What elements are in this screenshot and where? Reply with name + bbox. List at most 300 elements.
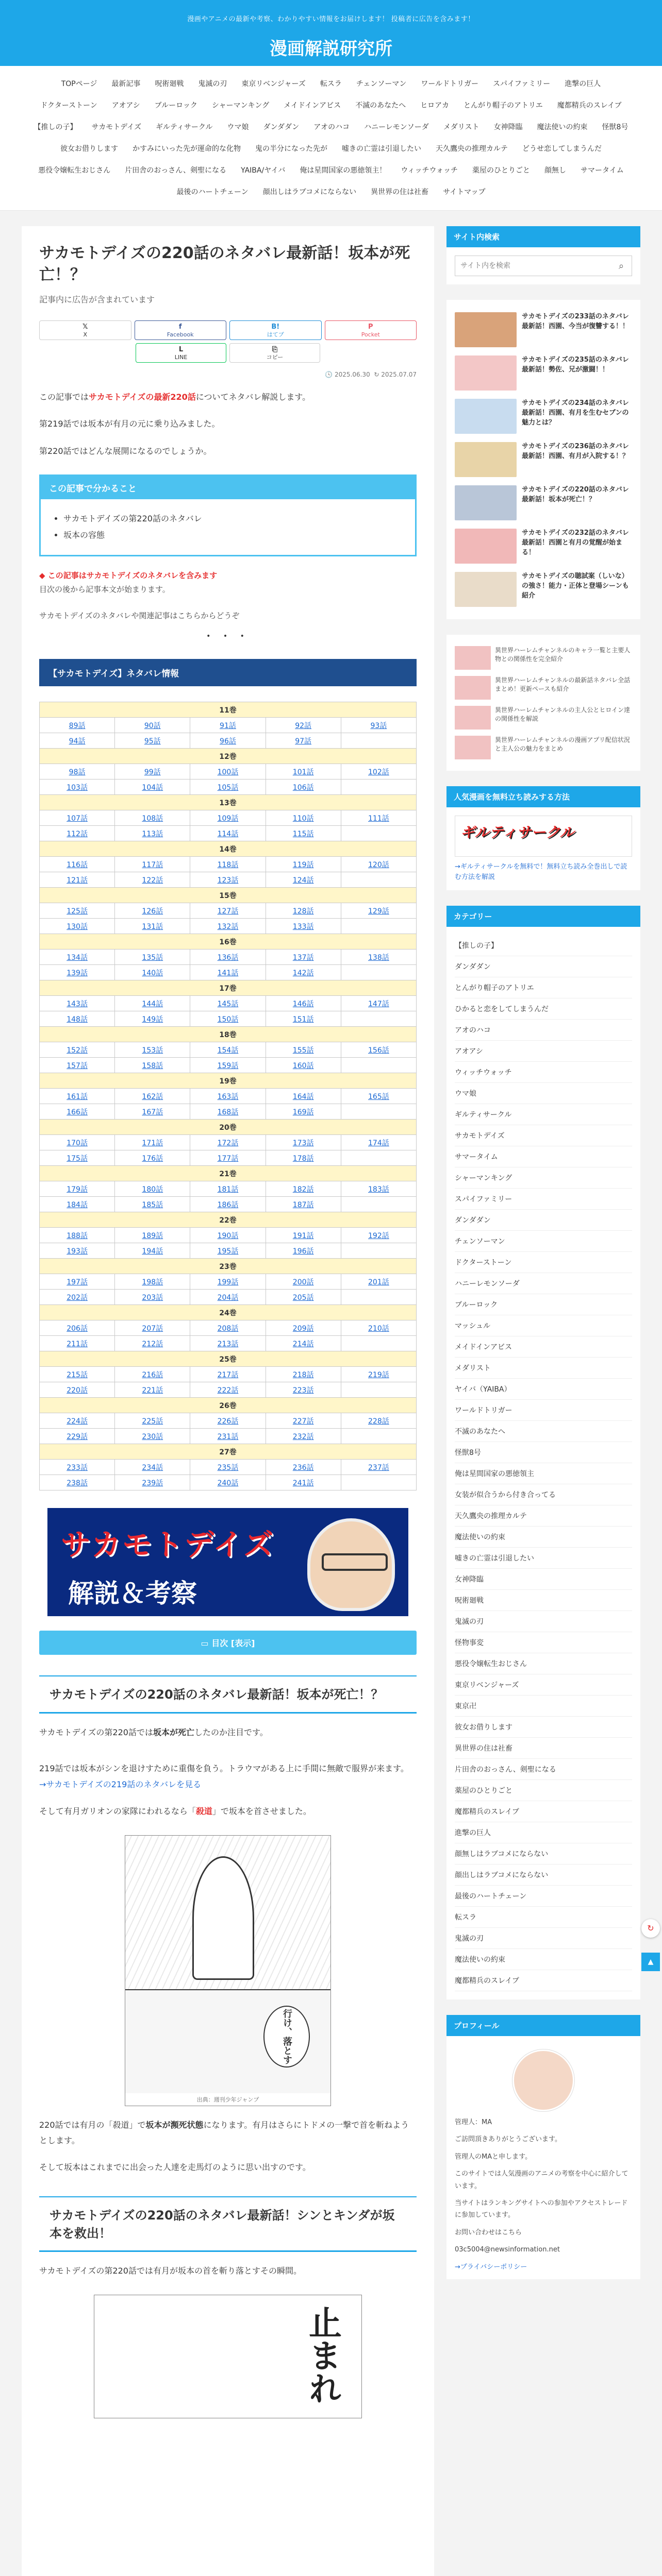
category-item[interactable]: ハニーレモンソーダ (455, 1273, 632, 1294)
share-facebook-button[interactable] (135, 320, 227, 340)
nav-item[interactable]: スパイファミリー (493, 80, 551, 88)
category-item[interactable]: アオアシ (455, 1041, 632, 1062)
episode-link[interactable]: 164話 (292, 1092, 314, 1101)
episode-link[interactable]: 167話 (142, 1108, 163, 1116)
share-pocket-button[interactable] (325, 320, 417, 340)
episode-link[interactable]: 209話 (292, 1324, 314, 1333)
episode-link[interactable]: 182話 (292, 1185, 314, 1194)
episode-link[interactable]: 173話 (292, 1139, 314, 1147)
episode-link[interactable]: 180話 (142, 1185, 163, 1194)
episode-link[interactable]: 148話 (67, 1015, 88, 1024)
nav-item[interactable]: 【推しの子】 (34, 123, 77, 131)
episode-link[interactable]: 214話 (292, 1340, 314, 1348)
episode-cell (341, 1089, 416, 1104)
nav-item[interactable]: 鬼の半分になった先が (255, 145, 327, 153)
category-item[interactable]: アオのハコ (455, 1020, 632, 1041)
episode-link[interactable]: 179話 (67, 1185, 88, 1194)
episode-link[interactable]: 159話 (217, 1061, 239, 1070)
episode-link[interactable]: 158話 (142, 1061, 163, 1070)
episode-link[interactable]: 220話 (67, 1386, 88, 1395)
episode-link[interactable]: 176話 (142, 1154, 163, 1163)
summary-box-title: この記事で分かること (41, 476, 415, 499)
episode-link[interactable]: 195話 (217, 1247, 239, 1256)
episode-link[interactable]: 156話 (368, 1046, 389, 1055)
nav-item[interactable]: ワールドトリガー (421, 80, 478, 88)
search-input[interactable] (455, 256, 611, 276)
episode-link[interactable]: 202話 (67, 1293, 88, 1302)
episode-link[interactable]: 133話 (292, 922, 314, 931)
nav-item[interactable]: アオのハコ (313, 123, 350, 131)
episode-link[interactable]: 181話 (217, 1185, 239, 1194)
scroll-top-button[interactable]: ▲ (641, 1953, 660, 1971)
mini-post[interactable] (455, 643, 632, 673)
episode-link[interactable]: 207話 (142, 1324, 163, 1333)
episode-link[interactable]: 149話 (142, 1015, 163, 1024)
episode-link[interactable]: 117話 (142, 860, 163, 869)
nav-item[interactable]: 魔都精兵のスレイブ (557, 101, 622, 110)
category-item[interactable]: ウマ娘 (455, 1083, 632, 1104)
ad-widget (446, 786, 640, 890)
episode-link[interactable]: 155話 (292, 1046, 314, 1055)
episode-link[interactable]: 198話 (142, 1278, 163, 1286)
episode-cell (266, 826, 341, 841)
episode-link[interactable]: 120話 (368, 860, 389, 869)
episode-link[interactable]: 116話 (67, 860, 88, 869)
nav-item[interactable]: メイドインアビス (284, 101, 341, 110)
episode-link[interactable]: 90話 (144, 721, 161, 730)
share-x-button[interactable] (39, 320, 131, 340)
episode-link[interactable]: 108話 (142, 814, 163, 823)
category-item[interactable]: 怪物事変 (455, 1632, 632, 1653)
category-item[interactable]: シャーマンキング (455, 1167, 632, 1189)
nav-item[interactable]: メダリスト (443, 123, 479, 131)
episode-link[interactable]: 232話 (292, 1432, 314, 1441)
nav-item[interactable]: 不滅のあなたへ (355, 101, 406, 110)
episode-link[interactable]: 168話 (217, 1108, 239, 1116)
episode-link[interactable]: 112話 (67, 829, 88, 838)
category-item[interactable]: 魔法使いの約束 (455, 1949, 632, 1970)
nav-item[interactable]: 怪獣8号 (602, 123, 628, 131)
episode-link[interactable]: 212話 (142, 1340, 163, 1348)
episode-link[interactable]: 128話 (292, 907, 314, 916)
episode-link[interactable]: 127話 (217, 907, 239, 916)
episode-link[interactable]: 123話 (217, 876, 239, 885)
nav-item[interactable]: ダンダダン (263, 123, 300, 131)
category-item[interactable]: サカモトデイズ (455, 1125, 632, 1146)
episode-cell (40, 718, 115, 733)
nav-item[interactable]: ウィッチウォッチ (401, 166, 458, 175)
episode-link[interactable]: 139話 (67, 969, 88, 977)
nav-item[interactable]: 悪役令嬢転生おじさん (38, 166, 111, 175)
privacy-policy-link[interactable]: →プライバシーポリシー (455, 2263, 527, 2271)
episode-link[interactable]: 177話 (217, 1154, 239, 1163)
episode-link[interactable]: 93話 (370, 721, 387, 730)
episode-link[interactable]: 124話 (292, 876, 314, 885)
nav-item[interactable]: TOPページ (61, 80, 97, 88)
nav-item[interactable]: ギルティサークル (156, 123, 213, 131)
category-item[interactable]: 鬼滅の刃 (455, 1928, 632, 1949)
series-banner[interactable] (47, 1508, 408, 1616)
episode-link[interactable]: 211話 (67, 1340, 88, 1348)
episode-link[interactable]: 227話 (292, 1417, 314, 1426)
episode-link[interactable]: 163話 (217, 1092, 239, 1101)
nav-item[interactable]: 天久鷹央の推理カルテ (436, 145, 508, 153)
sidebar-post[interactable] (455, 351, 632, 395)
sidebar-post[interactable] (455, 395, 632, 438)
nav-item[interactable]: 魔法使いの約束 (537, 123, 588, 131)
episode-link[interactable]: 221話 (142, 1386, 163, 1395)
episode-link[interactable]: 199話 (217, 1278, 239, 1286)
nav-item[interactable]: かすみにいった先が運命的な化物 (133, 145, 241, 153)
episode-link[interactable]: 94話 (69, 737, 86, 745)
episode-link[interactable]: 152話 (67, 1046, 88, 1055)
nav-item[interactable]: 顔無し (544, 166, 566, 175)
category-item[interactable]: マッシュル (455, 1315, 632, 1336)
episode-row (40, 1135, 417, 1150)
episode-link[interactable]: 208話 (217, 1324, 239, 1333)
category-item[interactable]: 異世界の住は社畜 (455, 1738, 632, 1759)
episode-link[interactable]: 194話 (142, 1247, 163, 1256)
share-hatena-button[interactable] (229, 320, 322, 340)
category-item[interactable]: 魔法使いの約束 (455, 1527, 632, 1548)
mini-post[interactable] (455, 733, 632, 762)
episode-link[interactable]: 218話 (292, 1370, 314, 1379)
episode-link[interactable]: 169話 (292, 1108, 314, 1116)
episode-link[interactable]: 102話 (368, 768, 389, 776)
episode-link[interactable]: 213話 (217, 1340, 239, 1348)
episode-link[interactable]: 103話 (67, 783, 88, 792)
episode-link[interactable]: 239話 (142, 1479, 163, 1487)
episode-link[interactable]: 229話 (67, 1432, 88, 1441)
episode-link[interactable]: 224話 (67, 1417, 88, 1426)
nav-item[interactable]: 薬屋のひとりごと (472, 166, 530, 175)
category-item[interactable]: ひかると恋をしてしまうんだ (455, 998, 632, 1020)
nav-item[interactable]: 女神降臨 (493, 123, 523, 131)
mini-title: 異世界ハーレムチャンネルのキャラ一覧と主要人物との関係性を完全紹介 (495, 647, 631, 663)
episode-link[interactable]: 219話 (368, 1370, 389, 1379)
category-item[interactable]: ダンダダン (455, 1210, 632, 1231)
episode-link[interactable]: 161話 (67, 1092, 88, 1101)
category-item[interactable]: 俺は星間国家の悪徳領主 (455, 1463, 632, 1484)
nav-item[interactable]: アオアシ (111, 101, 140, 110)
category-item[interactable]: 顔無しはラブコメにならない (455, 1843, 632, 1865)
profile-text: ご訪問頂きありがとうございます。 (455, 2136, 561, 2144)
episode-link[interactable]: 101話 (292, 768, 314, 776)
category-item[interactable]: 顔出しはラブコメにならない (455, 1865, 632, 1886)
episode-link[interactable]: 192話 (368, 1231, 389, 1240)
sidebar-post[interactable] (455, 524, 632, 568)
episode-link[interactable]: 100話 (217, 768, 239, 776)
episode-link[interactable]: 175話 (67, 1154, 88, 1163)
sidebar-post[interactable] (455, 438, 632, 481)
sidebar-post[interactable] (455, 568, 632, 611)
episode-link[interactable]: 157話 (67, 1061, 88, 1070)
nav-item[interactable]: 鬼滅の刃 (198, 80, 227, 88)
episode-link[interactable]: 118話 (217, 860, 239, 869)
episode-link[interactable]: 225話 (142, 1417, 163, 1426)
prev-episode-link[interactable]: →サカモトデイズの219話のネタバレを見る (39, 1779, 202, 1789)
episode-link[interactable]: 201話 (368, 1278, 389, 1286)
episode-link[interactable]: 153話 (142, 1046, 163, 1055)
episode-link[interactable]: 142話 (292, 969, 314, 977)
ad-link[interactable]: →ギルティサークルを無料で！無料立ち読み全巻出しで読む方法を解説 (455, 863, 627, 881)
episode-link[interactable]: 150話 (217, 1015, 239, 1024)
episode-link[interactable]: 151話 (292, 1015, 314, 1024)
category-item[interactable]: ヤイバ（YAIBA） (455, 1379, 632, 1400)
episode-link[interactable]: 91話 (220, 721, 236, 730)
nav-item[interactable]: 最新記事 (111, 80, 141, 88)
episode-link[interactable]: 234話 (142, 1463, 163, 1472)
nav-item[interactable]: 顔出しはラブコメにならない (262, 188, 357, 196)
episode-link[interactable]: 210話 (368, 1324, 389, 1333)
nav-item[interactable]: 進撃の巨人 (565, 80, 601, 88)
episode-link[interactable]: 166話 (67, 1108, 88, 1116)
episode-link[interactable]: 89話 (69, 721, 86, 730)
episode-link[interactable]: 237話 (368, 1463, 389, 1472)
episode-cell (115, 1274, 190, 1290)
site-title[interactable]: 漫画解説研究所 (270, 39, 392, 59)
episode-link[interactable]: 104話 (142, 783, 163, 792)
category-item[interactable]: 怪獣8号 (455, 1442, 632, 1463)
nav-item[interactable]: ウマ娘 (227, 123, 249, 131)
episode-link[interactable]: 186話 (217, 1200, 239, 1209)
facebook-icon: f (178, 323, 182, 331)
category-item[interactable]: ダンダダン (455, 956, 632, 977)
search-icon[interactable]: ⌕ (618, 260, 624, 272)
category-item[interactable]: スパイファミリー (455, 1189, 632, 1210)
category-item[interactable]: メイドインアビス (455, 1336, 632, 1358)
nav-item[interactable]: チェンソーマン (356, 80, 407, 88)
nav-item[interactable]: 嘘きの亡霊は引退したい (342, 145, 421, 153)
episode-cell (266, 1290, 341, 1305)
episode-link[interactable]: 125話 (67, 907, 88, 916)
episode-link[interactable]: 136話 (217, 953, 239, 962)
nav-item[interactable]: どうせ恋してしまうんだ (522, 145, 602, 153)
warning-icon: ◆ (39, 571, 45, 581)
category-item[interactable]: ドクターストーン (455, 1252, 632, 1273)
category-item[interactable]: 最後のハートチェーン (455, 1886, 632, 1907)
episode-cell (341, 1413, 416, 1429)
category-item[interactable]: 東京卍 (455, 1696, 632, 1717)
episode-link[interactable]: 216話 (142, 1370, 163, 1379)
category-item[interactable]: 嘘きの亡霊は引退したい (455, 1548, 632, 1569)
episode-link[interactable]: 98話 (69, 768, 86, 776)
episode-link[interactable]: 132話 (217, 922, 239, 931)
episode-cell (341, 733, 416, 749)
episode-link[interactable]: 113話 (142, 829, 163, 838)
category-item[interactable]: メダリスト (455, 1358, 632, 1379)
category-item[interactable]: サマータイム (455, 1146, 632, 1167)
episode-link[interactable]: 233話 (67, 1463, 88, 1472)
nav-item[interactable]: 最後のハートチェーン (176, 188, 249, 196)
episode-link[interactable]: 178話 (292, 1154, 314, 1163)
episode-link[interactable]: 147話 (368, 999, 389, 1008)
episode-link[interactable]: 140話 (142, 969, 163, 977)
episode-link[interactable]: 109話 (217, 814, 239, 823)
category-item[interactable]: ウィッチウォッチ (455, 1062, 632, 1083)
episode-link[interactable]: 231話 (217, 1432, 239, 1441)
episode-link[interactable]: 134話 (67, 953, 88, 962)
category-item[interactable]: 薬屋のひとりごと (455, 1780, 632, 1801)
episode-link[interactable]: 203話 (142, 1293, 163, 1302)
sidebar-post[interactable] (455, 308, 632, 351)
nav-item[interactable]: ヒロアカ (420, 101, 450, 110)
episode-link[interactable]: 99話 (144, 768, 161, 776)
episode-link[interactable]: 137話 (292, 953, 314, 962)
episode-link[interactable]: 189話 (142, 1231, 163, 1240)
episode-link[interactable]: 196話 (292, 1247, 314, 1256)
category-item[interactable]: 【推しの子】 (455, 935, 632, 956)
episode-link[interactable]: 241話 (292, 1479, 314, 1487)
episode-link[interactable]: 165話 (368, 1092, 389, 1101)
mini-post[interactable] (455, 703, 632, 733)
episode-link[interactable]: 226話 (217, 1417, 239, 1426)
category-item[interactable]: 不滅のあなたへ (455, 1421, 632, 1442)
episode-link[interactable]: 197話 (67, 1278, 88, 1286)
nav-item[interactable]: サカモトデイズ (91, 123, 142, 131)
episode-link[interactable]: 184話 (67, 1200, 88, 1209)
nav-item[interactable]: YAIBA/ヤイバ (241, 166, 286, 175)
episode-link[interactable]: 172話 (217, 1139, 239, 1147)
nav-item[interactable]: サマータイム (580, 166, 624, 175)
toc-toggle[interactable] (39, 1631, 417, 1655)
episode-link[interactable]: 154話 (217, 1046, 239, 1055)
episode-link[interactable]: 129話 (368, 907, 389, 916)
category-item[interactable]: 転スラ (455, 1907, 632, 1928)
sidebar-post[interactable] (455, 481, 632, 524)
category-item[interactable]: 進撃の巨人 (455, 1822, 632, 1843)
episode-link[interactable]: 235話 (217, 1463, 239, 1472)
episode-link[interactable]: 185話 (142, 1200, 163, 1209)
nav-item[interactable]: 彼女お借りします (60, 145, 118, 153)
nav-item[interactable]: 片田舎のおっさん、剣聖になる (125, 166, 227, 175)
episode-link[interactable]: 230話 (142, 1432, 163, 1441)
episode-link[interactable]: 111話 (368, 814, 389, 823)
episode-cell (266, 1089, 341, 1104)
episode-link[interactable]: 107話 (67, 814, 88, 823)
episode-link[interactable]: 146話 (292, 999, 314, 1008)
episode-link[interactable]: 206話 (67, 1324, 88, 1333)
episode-link[interactable]: 126話 (142, 907, 163, 916)
episode-link[interactable]: 215話 (67, 1370, 88, 1379)
category-item[interactable]: 彼女お借りします (455, 1717, 632, 1738)
nav-item[interactable]: 東京リベンジャーズ (241, 80, 306, 88)
category-item[interactable]: 呪術廻戦 (455, 1590, 632, 1611)
episode-link[interactable]: 222話 (217, 1386, 239, 1395)
episode-link[interactable]: 171話 (142, 1139, 163, 1147)
episode-link[interactable]: 187話 (292, 1200, 314, 1209)
volume-row (40, 980, 417, 996)
episode-link[interactable]: 121話 (67, 876, 88, 885)
episode-row (40, 826, 417, 841)
episode-link[interactable]: 115話 (292, 829, 314, 838)
copy-link-button[interactable] (229, 343, 320, 363)
category-item[interactable]: 魔都精兵のスレイブ (455, 1970, 632, 1991)
episode-link[interactable]: 238話 (67, 1479, 88, 1487)
episode-link[interactable]: 170話 (67, 1139, 88, 1147)
mini-post[interactable] (455, 673, 632, 703)
episode-link[interactable]: 174話 (368, 1139, 389, 1147)
episode-link[interactable]: 217話 (217, 1370, 239, 1379)
episode-link[interactable]: 200話 (292, 1278, 314, 1286)
episode-link[interactable]: 145話 (217, 999, 239, 1008)
category-item[interactable]: 女装が似合うから付き合ってる (455, 1484, 632, 1505)
share-line-button[interactable] (136, 343, 226, 363)
episode-link[interactable]: 223話 (292, 1386, 314, 1395)
episode-link[interactable]: 141話 (217, 969, 239, 977)
category-item[interactable]: 鬼滅の刃 (455, 1611, 632, 1632)
episode-cell (190, 1058, 266, 1073)
episode-link[interactable]: 114話 (217, 829, 239, 838)
category-item[interactable]: 東京リベンジャーズ (455, 1674, 632, 1696)
category-item[interactable]: ギルティサークル (455, 1104, 632, 1125)
category-item[interactable]: 悪役令嬢転生おじさん (455, 1653, 632, 1674)
recaptcha-badge[interactable]: ↻ (641, 1919, 660, 1938)
episode-link[interactable]: 143話 (67, 999, 88, 1008)
episode-link[interactable]: 193話 (67, 1247, 88, 1256)
episode-link[interactable]: 97話 (295, 737, 312, 745)
episode-link[interactable]: 240話 (217, 1479, 239, 1487)
nav-item[interactable]: とんがり帽子のアトリエ (464, 101, 543, 110)
nav-item[interactable]: 転スラ (320, 80, 342, 88)
category-item[interactable]: とんがり帽子のアトリエ (455, 977, 632, 998)
episode-link[interactable]: 228話 (368, 1417, 389, 1426)
episode-link[interactable]: 236話 (292, 1463, 314, 1472)
episode-link[interactable]: 138話 (368, 953, 389, 962)
nav-item[interactable]: ハニーレモンソーダ (364, 123, 429, 131)
nav-item[interactable]: 呪術廻戦 (155, 80, 184, 88)
category-item[interactable]: チェンソーマン (455, 1231, 632, 1252)
episode-link[interactable]: 183話 (368, 1185, 389, 1194)
episode-link[interactable]: 130話 (67, 922, 88, 931)
episode-link[interactable]: 144話 (142, 999, 163, 1008)
episode-link[interactable]: 205話 (292, 1293, 314, 1302)
episode-link[interactable]: 162話 (142, 1092, 163, 1101)
nav-item[interactable]: サイトマップ (443, 188, 486, 196)
ad-banner[interactable] (455, 816, 632, 857)
episode-link[interactable]: 96話 (220, 737, 236, 745)
category-item[interactable]: 魔都精兵のスレイブ (455, 1801, 632, 1822)
episode-link[interactable]: 191話 (292, 1231, 314, 1240)
episode-link[interactable]: 160話 (292, 1061, 314, 1070)
episode-link[interactable]: 135話 (142, 953, 163, 962)
episode-link[interactable]: 110話 (292, 814, 314, 823)
category-item[interactable]: 女神降臨 (455, 1569, 632, 1590)
episode-link[interactable]: 188話 (67, 1231, 88, 1240)
episode-link[interactable]: 92話 (295, 721, 312, 730)
nav-item[interactable]: 俺は星間国家の悪徳領主！ (300, 166, 387, 175)
line-icon: L (178, 346, 184, 353)
episode-link[interactable]: 122話 (142, 876, 163, 885)
episode-link[interactable]: 106話 (292, 783, 314, 792)
episode-link[interactable]: 190話 (217, 1231, 239, 1240)
nav-item[interactable]: シャーマンキング (211, 101, 270, 110)
section-heading-1: サカモトデイズの220話のネタバレ最新話！坂本が死亡！？ (39, 1675, 417, 1714)
category-item[interactable]: ワールドトリガー (455, 1400, 632, 1421)
category-item[interactable]: 片田舎のおっさん、剣聖になる (455, 1759, 632, 1780)
episode-link[interactable]: 119話 (292, 860, 314, 869)
episode-link[interactable]: 204話 (217, 1293, 239, 1302)
category-item[interactable]: ブルーロック (455, 1294, 632, 1315)
nav-item[interactable]: ドクターストーン (40, 101, 97, 110)
category-item[interactable]: 天久鷹央の推理カルテ (455, 1505, 632, 1527)
episode-cell (341, 1011, 416, 1027)
nav-item[interactable]: ブルーロック (154, 101, 197, 110)
nav-item[interactable]: 異世界の住は社畜 (371, 188, 429, 196)
episode-link[interactable]: 95話 (144, 737, 161, 745)
episode-link[interactable]: 131話 (142, 922, 163, 931)
episode-link[interactable]: 105話 (217, 783, 239, 792)
